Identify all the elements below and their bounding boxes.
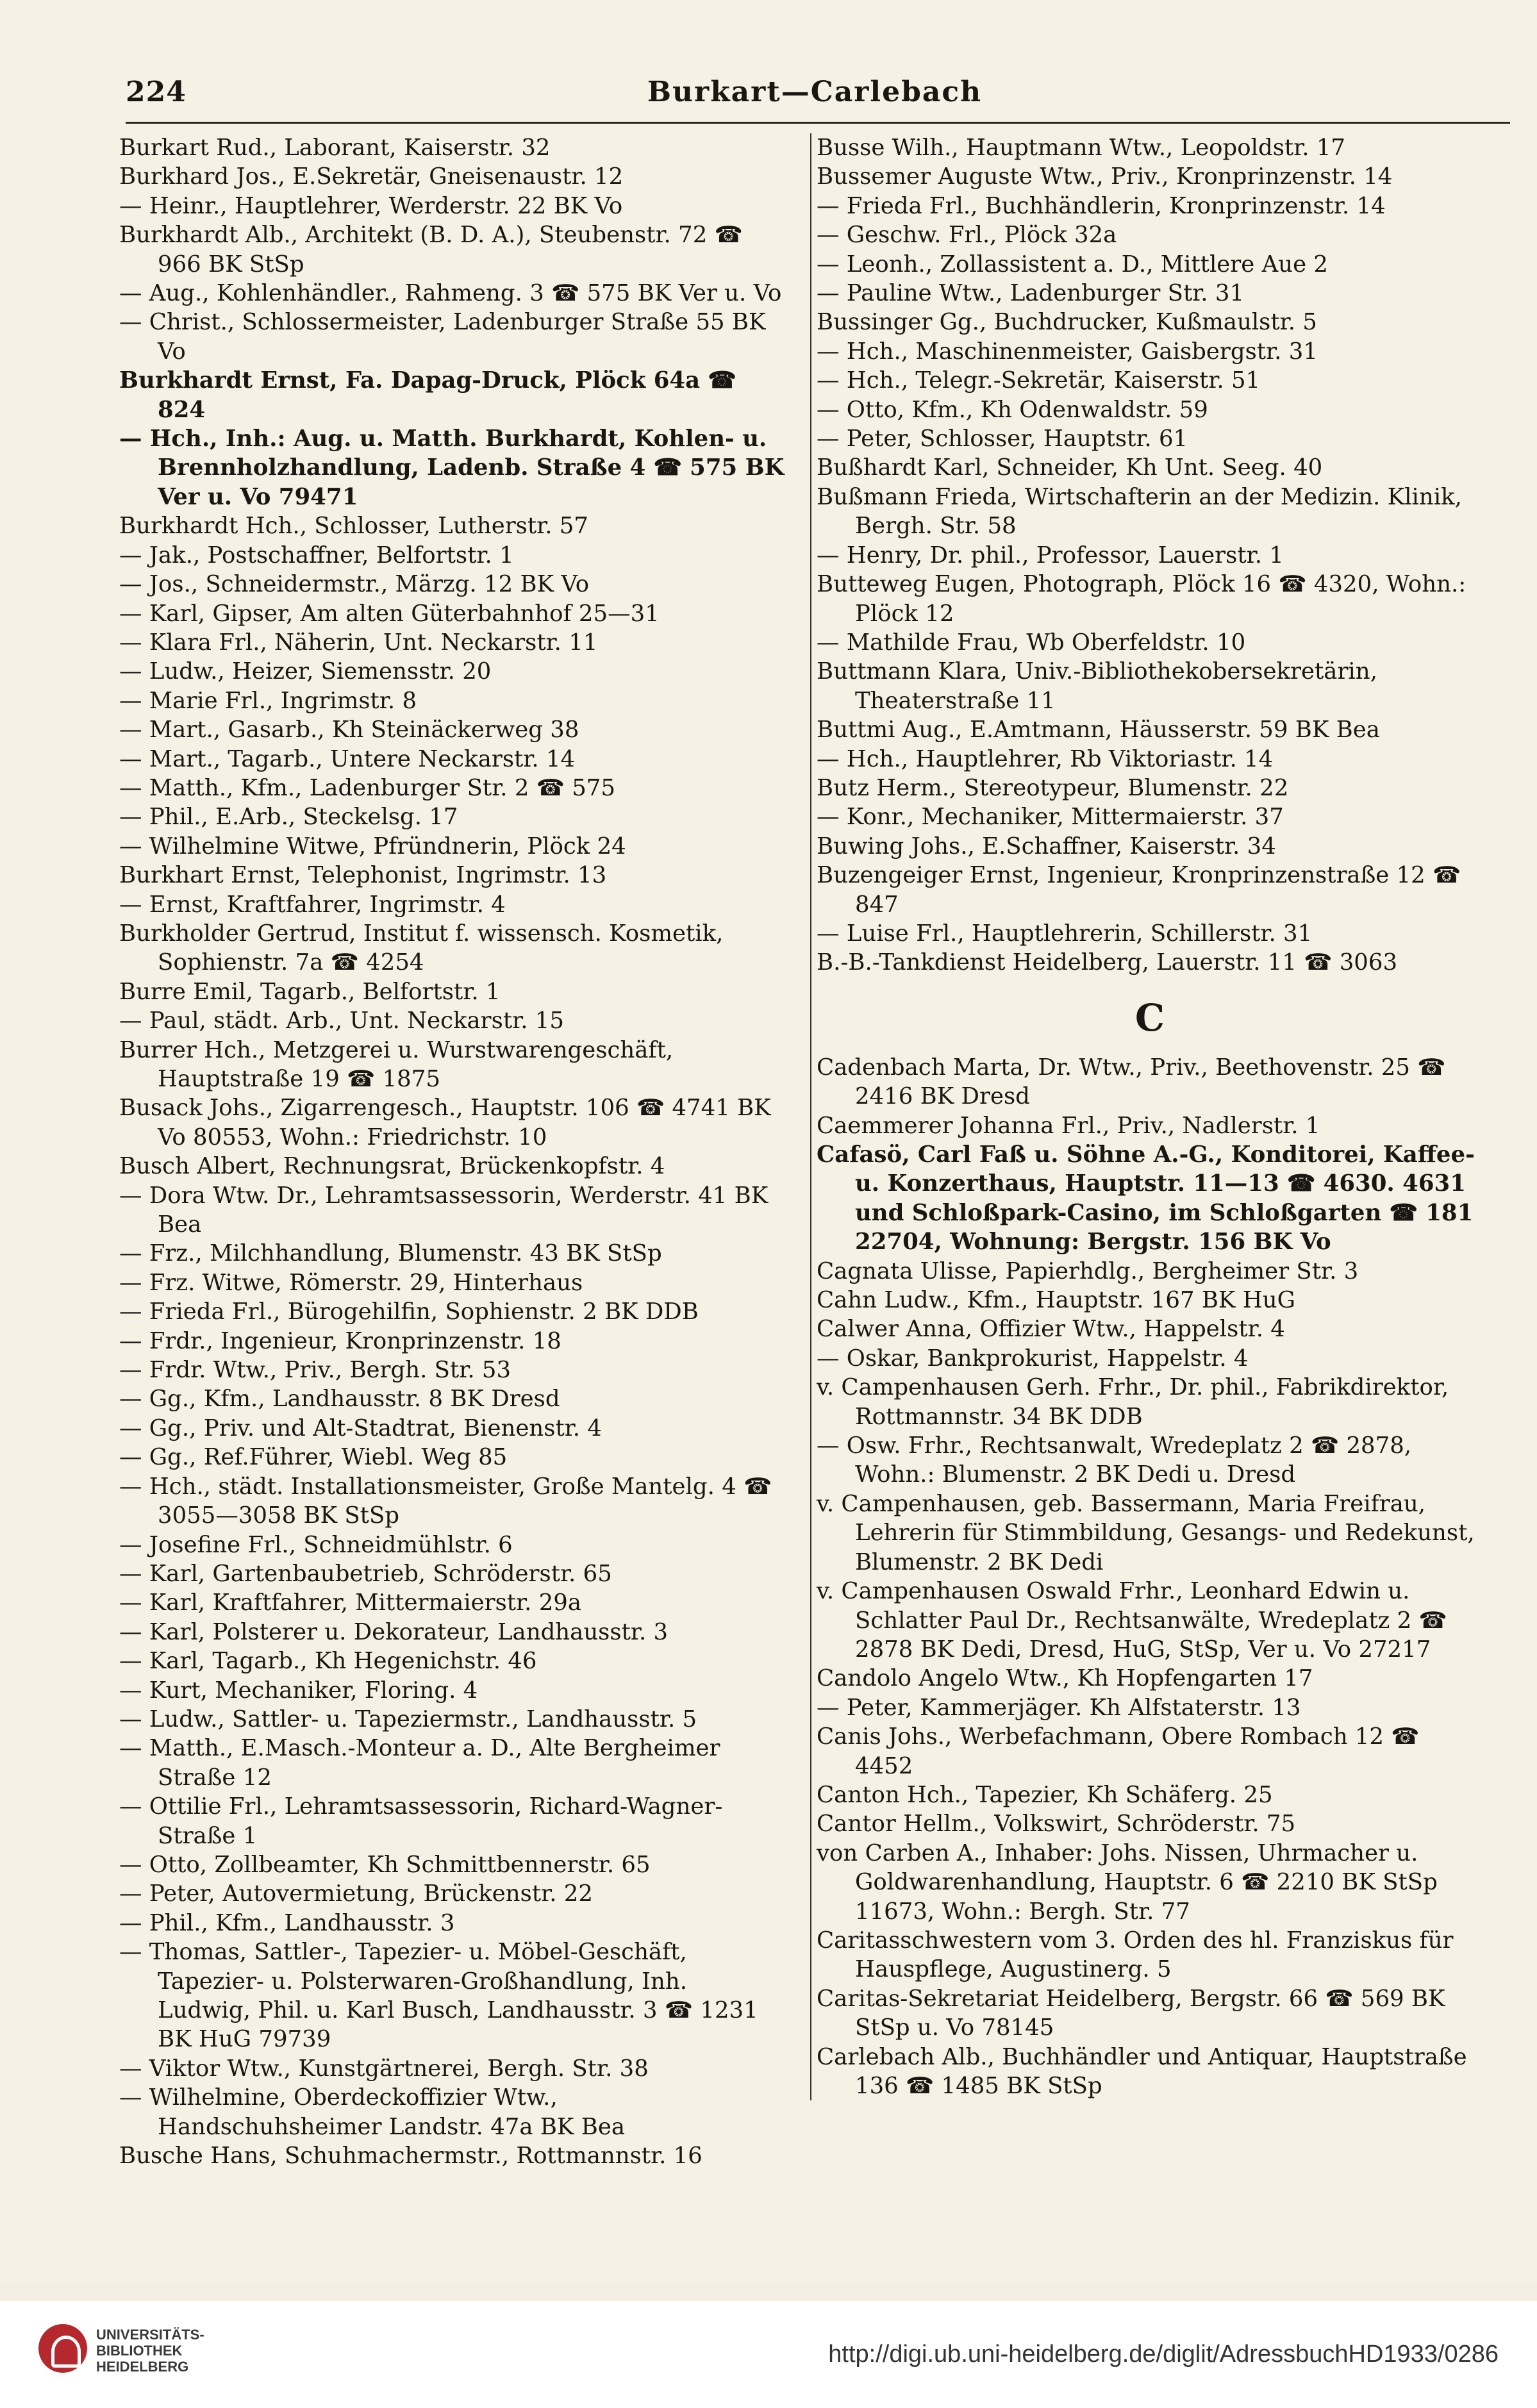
directory-entry: Bussemer Auguste Wtw., Priv., Kronprinzenstr. 14 [817,163,1393,190]
directory-entry: Buzengeiger Ernst, Ingenieur, Kronprinzenstraße 12 ☎ 847 [817,862,1461,918]
directory-entry: Cadenbach Marta, Dr. Wtw., Priv., Beethovenstr. 25 ☎ 2416 BK Dresd [817,1054,1446,1110]
directory-entry: von Carben A., Inhaber: Johs. Nissen, Uhrmacher u. Goldwarenhandlung, Hauptstr. 6 ☎ 2210 BK StSp 11673, Wohn.: Bergh. Str. 77 [817,1839,1438,1925]
running-title: Burkart—Carlebach [647,76,983,108]
directory-entry: Burrer Hch., Metzgerei u. Wurstwarengeschäft, Hauptstraße 19 ☎ 1875 [119,1036,674,1092]
directory-entry: — Hch., Hauptlehrer, Rb Viktoriastr. 14 [817,745,1274,772]
directory-entry: Buttmann Klara, Univ.-Bibliothekobersekretärin, Theaterstraße 11 [817,658,1377,714]
directory-entry: — Ludw., Heizer, Siemensstr. 20 [119,658,492,685]
directory-entry: Busack Johs., Zigarrengesch., Hauptstr. 106 ☎ 4741 BK Vo 80553, Wohn.: Friedrichstr. 10 [119,1095,771,1150]
directory-entry: Bußmann Frieda, Wirtschafterin an der Medizin. Klinik, Bergh. Str. 58 [817,483,1462,540]
directory-entry: Cantor Hellm., Volkswirt, Schröderstr. 75 [817,1811,1296,1838]
directory-entry: — Gg., Ref.Führer, Wiebl. Weg 85 [119,1444,508,1471]
directory-entry: — Luise Frl., Hauptlehrerin, Schillerstr. 31 [817,920,1313,947]
directory-entry: Butz Herm., Stereotypeur, Blumenstr. 22 [817,774,1289,801]
directory-entry: Canton Hch., Tapezier, Kh Schäferg. 25 [817,1781,1273,1808]
directory-entry: Candolo Angelo Wtw., Kh Hopfengarten 17 [817,1665,1313,1692]
directory-entry: — Karl, Polsterer u. Dekorateur, Landhausstr. 3 [119,1618,669,1645]
directory-entry: — Peter, Autovermietung, Brückenstr. 22 [119,1881,593,1907]
left-column [119,133,786,2170]
directory-entry: — Frieda Frl., Bürogehilfin, Sophienstr. 2 BK DDB [119,1299,699,1325]
directory-entry: — Paul, städt. Arb., Unt. Neckarstr. 15 [119,1008,564,1034]
directory-entry: v. Campenhausen Oswald Frhr., Leonhard Edwin u. Schlatter Paul Dr., Rechtsanwälte, Wredeplatz 2 ☎ 2878 BK Dedi, Dresd, HuG, StSp, Ver u. Vo 27217 [817,1578,1447,1663]
directory-entry: — Kurt, Mechaniker, Floring. 4 [119,1677,478,1704]
directory-entry: — Peter, Schlosser, Hauptstr. 61 [817,426,1188,453]
directory-entry: — Wilhelmine, Oberdeckoffizier Wtw., Handschuhsheimer Landstr. 47a BK Bea [119,2084,625,2140]
directory-entry: Caritas-Sekretariat Heidelberg, Bergstr. 66 ☎ 569 BK StSp u. Vo 78145 [817,1985,1445,2041]
directory-entry: — Viktor Wtw., Kunstgärtnerei, Bergh. Str. 38 [119,2055,649,2082]
directory-entry: — Matth., E.Masch.-Monteur a. D., Alte Bergheimer Straße 12 [119,1735,720,1791]
directory-entry: — Mart., Gasarb., Kh Steinäckerweg 38 [119,717,579,743]
directory-entry: — Ottilie Frl., Lehramtsassessorin, Richard-Wagner-Straße 1 [119,1793,723,1849]
directory-entry: Burkhardt Hch., Schlosser, Lutherstr. 57 [119,513,588,540]
directory-entry: — Hch., Telegr.-Sekretär, Kaiserstr. 51 [817,367,1261,394]
directory-entry: Cafasö, Carl Faß u. Söhne A.-G., Konditorei, Kaffee- u. Konzerthaus, Hauptstr. 11—13 ☎ 4630. 4631 und Schloßpark-Casino, im Schloßgarten ☎ 181 22704, Wohnung: Bergstr. 156 BK Vo [817,1142,1475,1256]
directory-entry: Burkhardt Ernst, Fa. Dapag-Druck, Plöck 64a ☎ 824 [119,367,736,423]
header-rule [126,122,1510,124]
directory-entry: Burre Emil, Tagarb., Belfortstr. 1 [119,978,501,1005]
directory-entry: — Hch., städt. Installationsmeister, Große Mantelg. 4 ☎ 3055—3058 BK StSp [119,1473,772,1529]
directory-entry: — Aug., Kohlenhändler., Rahmeng. 3 ☎ 575 BK Ver u. Vo [119,280,782,307]
directory-entry: — Marie Frl., Ingrimstr. 8 [119,687,417,714]
directory-entry: — Ernst, Kraftfahrer, Ingrimstr. 4 [119,891,506,918]
directory-entry: Busch Albert, Rechnungsrat, Brückenkopfstr. 4 [119,1153,665,1180]
directory-entry: Canis Johs., Werbefachmann, Obere Rombach 12 ☎ 4452 [817,1723,1420,1779]
directory-entry: — Christ., Schlossermeister, Ladenburger Straße 55 BK Vo [119,309,766,365]
logo-line: HEIDELBERG [96,2359,189,2375]
directory-entry: Busse Wilh., Hauptmann Wtw., Leopoldstr. 17 [817,135,1345,161]
directory-entry: — Mart., Tagarb., Untere Neckarstr. 14 [119,745,576,772]
directory-entry: — Osw. Frhr., Rechtsanwalt, Wredeplatz 2 ☎ 2878, Wohn.: Blumenstr. 2 BK Dedi u. Dresd [817,1432,1412,1488]
directory-entry: Buwing Johs., E.Schaffner, Kaiserstr. 34 [817,833,1276,859]
section-letter: C [1134,995,1165,1040]
directory-entry: — Mathilde Frau, Wb Oberfeldstr. 10 [817,629,1246,656]
directory-entry: v. Campenhausen, geb. Bassermann, Maria Freifrau, Lehrerin für Stimmbildung, Gesangs- und Redekunst, Blumenstr. 2 BK Dedi [817,1490,1475,1575]
directory-entry: — Pauline Wtw., Ladenburger Str. 31 [817,280,1245,307]
directory-entry: — Heinr., Hauptlehrer, Werderstr. 22 BK Vo [119,192,623,219]
directory-entry: Burkhardt Alb., Architekt (B. D. A.), Steubenstr. 72 ☎ 966 BK StSp [119,222,743,278]
page-number: 224 [126,76,187,108]
directory-entry: — Dora Wtw. Dr., Lehramtsassessorin, Werderstr. 41 BK Bea [119,1182,768,1238]
directory-entry: — Klara Frl., Näherin, Unt. Neckarstr. 11 [119,629,598,656]
source-url-link[interactable]: http://digi.ub.uni-heidelberg.de/diglit/AdressbuchHD1933/0286 [828,2341,1499,2368]
directory-entry: — Geschw. Frl., Plöck 32a [817,222,1117,249]
directory-entry: — Frdr. Wtw., Priv., Bergh. Str. 53 [119,1357,511,1384]
directory-entry: Caritasschwestern vom 3. Orden des hl. Franziskus für Hauspflege, Augustinerg. 5 [817,1927,1454,1983]
directory-entry: — Ludw., Sattler- u. Tapeziermstr., Landhausstr. 5 [119,1706,697,1732]
library-logo-text [96,2327,204,2375]
directory-entry: Burkart Rud., Laborant, Kaiserstr. 32 [119,135,551,161]
directory-entry: — Karl, Gartenbaubetrieb, Schröderstr. 65 [119,1560,612,1587]
library-logo-icon [38,2324,87,2373]
page-header [126,76,1504,120]
footer-bar [0,2301,1537,2408]
directory-entry: — Phil., Kfm., Landhausstr. 3 [119,1909,455,1936]
directory-entry: Buttmi Aug., E.Amtmann, Häusserstr. 59 BK Bea [817,717,1380,743]
directory-entry: — Hch., Maschinenmeister, Gaisbergstr. 31 [817,338,1318,365]
directory-entry: — Frieda Frl., Buchhändlerin, Kronprinzenstr. 14 [817,192,1386,219]
directory-entry: Burkhart Ernst, Telephonist, Ingrimstr. 13 [119,862,607,889]
logo-line: BIBLIOTHEK [96,2343,183,2359]
directory-entry: — Matth., Kfm., Ladenburger Str. 2 ☎ 575 [119,774,615,801]
directory-entry: — Karl, Gipser, Am alten Güterbahnhof 25—31 [119,600,660,627]
directory-entry: Burkholder Gertrud, Institut f. wissensch. Kosmetik, Sophienstr. 7a ☎ 4254 [119,920,724,976]
directory-entry: B.-B.-Tankdienst Heidelberg, Lauerstr. 11 ☎ 3063 [817,949,1398,976]
directory-entry: Bussinger Gg., Buchdrucker, Kußmaulstr. 5 [817,309,1317,336]
logo-line: UNIVERSITÄTS- [96,2327,204,2343]
directory-entry: — Otto, Zollbeamter, Kh Schmittbennerstr. 65 [119,1851,651,1878]
directory-entry: Cagnata Ulisse, Papierhdlg., Bergheimer Str. 3 [817,1258,1359,1284]
directory-entry: — Otto, Kfm., Kh Odenwaldstr. 59 [817,396,1208,423]
directory-entry: — Thomas, Sattler-, Tapezier- u. Möbel-Geschäft, Tapezier- u. Polsterwaren-Großhandlung, Inh. Ludwig, Phil. u. Karl Busch, Landhausstr. 3 ☎ 1231 BK HuG 79739 [119,1939,758,2053]
directory-entry: Caemmerer Johanna Frl., Priv., Nadlerstr. 1 [817,1112,1320,1139]
directory-entry: Butteweg Eugen, Photograph, Plöck 16 ☎ 4320, Wohn.: Plöck 12 [817,571,1466,627]
directory-entry: — Jak., Postschaffner, Belfortstr. 1 [119,542,514,569]
directory-entry: — Wilhelmine Witwe, Pfründnerin, Plöck 24 [119,833,626,859]
directory-entry: Cahn Ludw., Kfm., Hauptstr. 167 BK HuG [817,1287,1295,1314]
directory-entry: — Jos., Schneidermstr., Märzg. 12 BK Vo [119,571,590,598]
directory-entry: — Henry, Dr. phil., Professor, Lauerstr. 1 [817,542,1284,569]
directory-entry: — Frz. Witwe, Römerstr. 29, Hinterhaus [119,1269,583,1296]
directory-entry: Busche Hans, Schuhmachermstr., Rottmannstr. 16 [119,2143,702,2170]
directory-entry: — Gg., Kfm., Landhausstr. 8 BK Dresd [119,1386,560,1413]
directory-entry: Carlebach Alb., Buchhändler und Antiquar, Hauptstraße 136 ☎ 1485 BK StSp [817,2043,1467,2099]
directory-entry: — Frdr., Ingenieur, Kronprinzenstr. 18 [119,1327,561,1354]
directory-entry: — Karl, Tagarb., Kh Hegenichstr. 46 [119,1648,537,1675]
directory-entry: — Leonh., Zollassistent a. D., Mittlere Aue 2 [817,251,1328,278]
directory-entry: — Josefine Frl., Schneidmühlstr. 6 [119,1531,513,1558]
directory-entry: — Gg., Priv. und Alt-Stadtrat, Bienenstr. 4 [119,1415,602,1441]
directory-entry: — Phil., E.Arb., Steckelsg. 17 [119,804,458,831]
directory-entry: — Hch., Inh.: Aug. u. Matth. Burkhardt, Kohlen- u. Brennholzhandlung, Ladenb. Straße 4 ☎ 575 BK Ver u. Vo 79471 [119,426,785,510]
right-column [810,133,1483,2100]
directory-entry: Bußhardt Karl, Schneider, Kh Unt. Seeg. 40 [817,454,1323,481]
directory-entry: — Konr., Mechaniker, Mittermaierstr. 37 [817,804,1284,831]
directory-entry: v. Campenhausen Gerh. Frhr., Dr. phil., Fabrikdirektor, Rottmannstr. 34 BK DDB [817,1374,1449,1430]
directory-entry: — Frz., Milchhandlung, Blumenstr. 43 BK StSp [119,1240,662,1267]
directory-entry: — Oskar, Bankprokurist, Happelstr. 4 [817,1345,1249,1372]
directory-entry: Calwer Anna, Offizier Wtw., Happelstr. 4 [817,1316,1285,1343]
directory-entry: — Peter, Kammerjäger. Kh Alfstaterstr. 13 [817,1694,1301,1721]
directory-entry: — Karl, Kraftfahrer, Mittermaierstr. 29a [119,1590,582,1616]
directory-entry: Burkhard Jos., E.Sekretär, Gneisenaustr. 12 [119,163,624,190]
